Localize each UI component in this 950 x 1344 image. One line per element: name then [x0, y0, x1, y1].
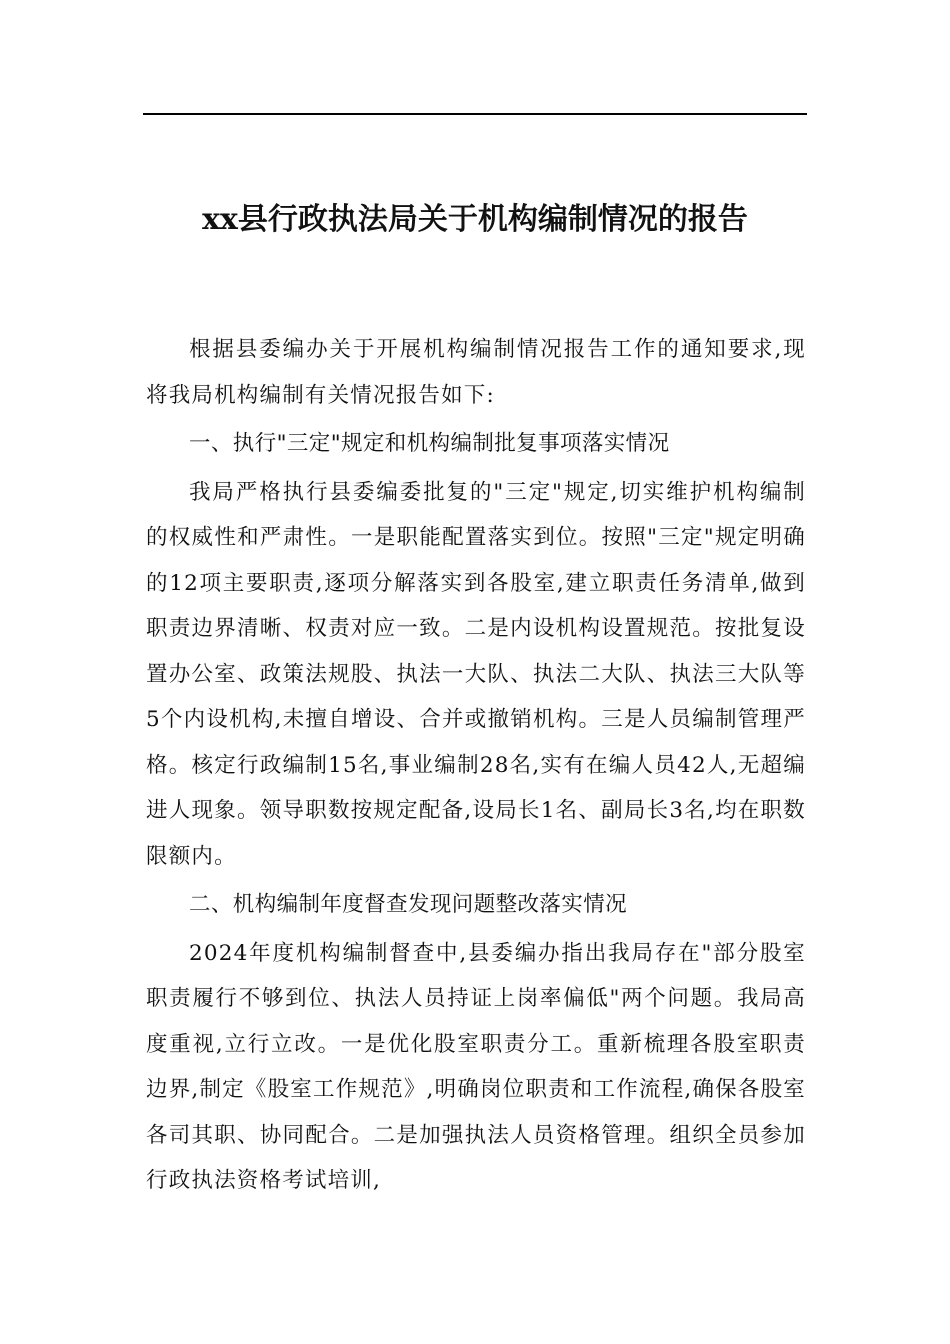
header-rule — [143, 113, 807, 115]
section-1-heading: 一、执行"三定"规定和机构编制批复事项落实情况 — [189, 431, 670, 456]
section-2-heading: 二、机构编制年度督查发现问题整改落实情况 — [189, 892, 628, 917]
section-1-paragraph: 我局严格执行县委编委批复的"三定"规定,切实维护机构编制的权威性和严肃性。一是职能配置落实到位。按照"三定"规定明确的12项主要职责,逐项分解落实到各股室,建立职责任务清单,做到职责边界清晰、权责对应一致。二是内设机构设置规范。按批复设置办公室、政策法规股、执法一大队、执法二大队、执法三大队等5个内设机构,未擅自增设、合并或撤销机构。三是人员编制管理严格。核定行政编制15名,事业编制28名,实有在编人员42人,无超编进人现象。领导职数按规定配备,设局长1名、副局长3名,均在职数限额内。 — [146, 479, 806, 869]
section-2-paragraph: 2024年度机构编制督查中,县委编办指出我局存在"部分股室职责履行不够到位、执法人员持证上岗率偏低"两个问题。我局高度重视,立行立改。一是优化股室职责分工。重新梳理各股室职责边界,制定《股室工作规范》,明确岗位职责和工作流程,确保各股室各司其职、协同配合。二是加强执法人员资格管理。组织全员参加行政执法资格考试培训, — [146, 940, 806, 1193]
document-body — [146, 327, 806, 1204]
intro-paragraph: 根据县委编办关于开展机构编制情况报告工作的通知要求,现将我局机构编制有关情况报告如下: — [146, 337, 806, 408]
document-title: xx县行政执法局关于机构编制情况的报告 — [202, 202, 748, 237]
